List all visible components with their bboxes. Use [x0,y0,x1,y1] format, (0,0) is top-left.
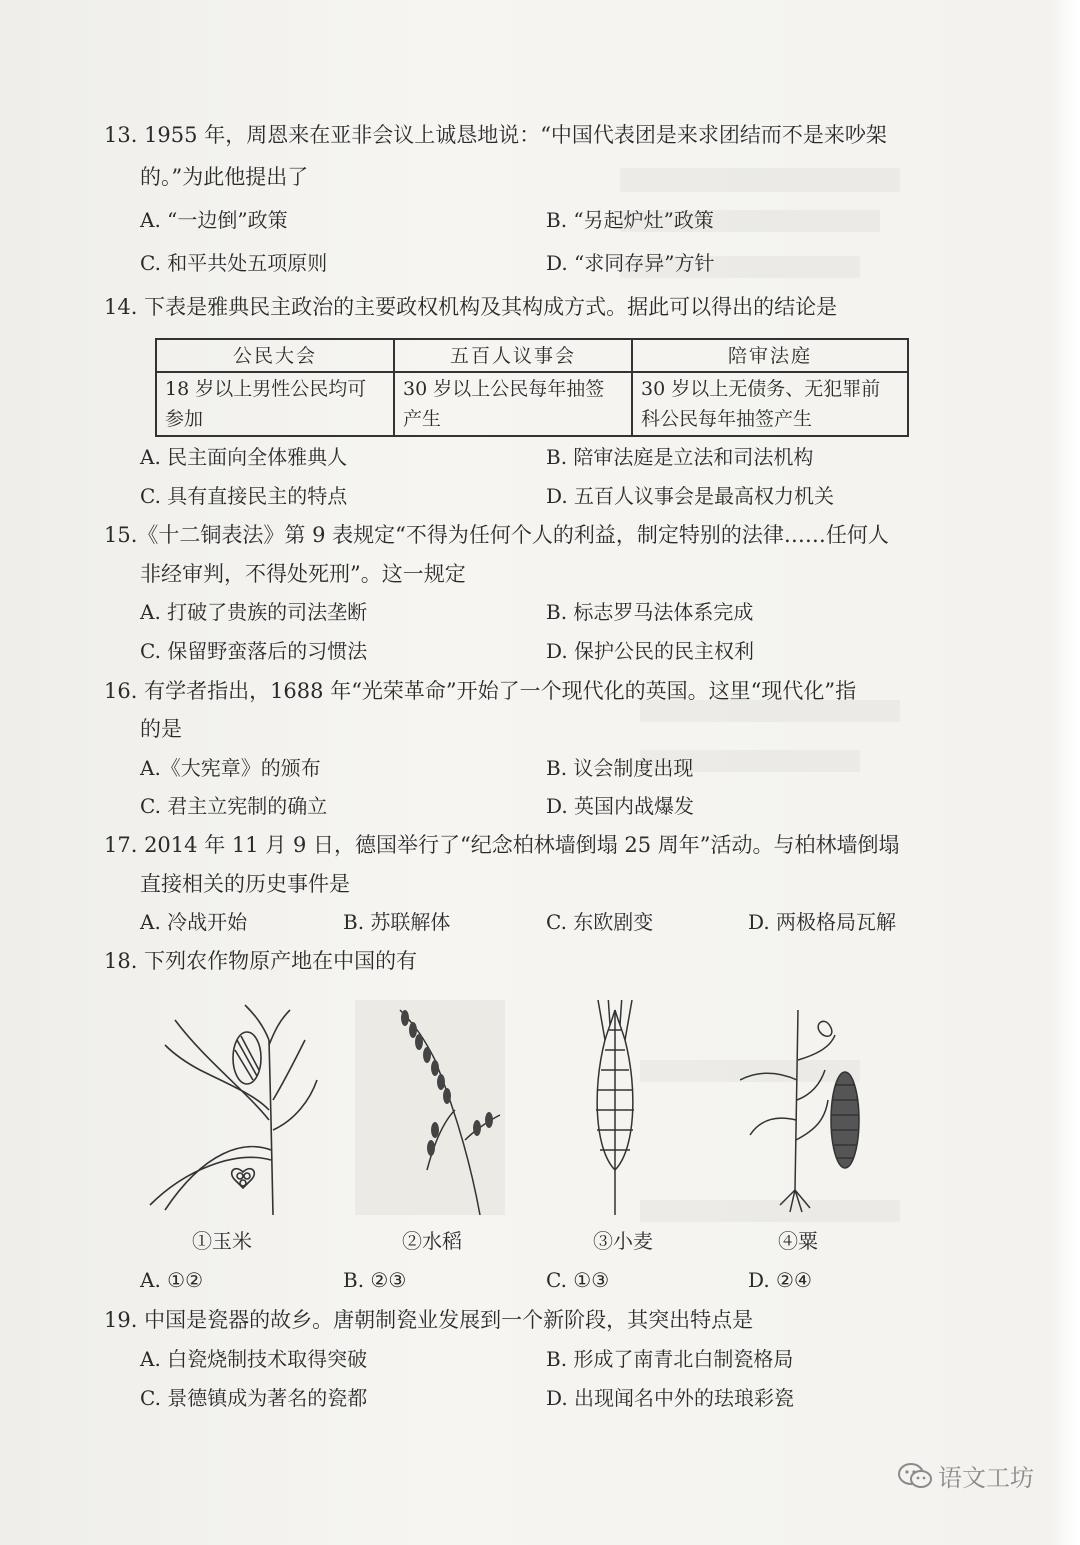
q15-option-a: A. 打破了贵族的司法垄断 [140,600,368,624]
watermark-text: 语文工坊 [938,1464,1034,1492]
caption-millet: ④粟 [778,1229,818,1253]
q13-option-b: B. “另起炉灶”政策 [546,208,714,232]
q18-option-d: D. ②④ [748,1268,812,1292]
q16-option-c: C. 君主立宪制的确立 [140,794,328,818]
q16-option-a: A.《大宪章》的颁布 [140,756,321,780]
caption-rice: ②水稻 [402,1229,462,1253]
q14-stem: 14. 下表是雅典民主政治的主要政权机构及其构成方式。据此可以得出的结论是 [104,295,838,319]
q19-option-d: D. 出现闻名中外的珐琅彩瓷 [546,1386,795,1410]
q13-stem: 13. 1955 年，周恩来在亚非会议上诚恳地说：“中国代表团是来求团结而不是来吵架 [104,123,887,147]
q15-option-c: C. 保留野蛮落后的习惯法 [140,639,368,663]
q13-option-d: D. “求同存异”方针 [546,251,715,275]
q15-stem: 15.《十二铜表法》第 9 表规定“不得为任何个人的利益，制定特别的法律……任何人 [104,523,889,547]
q15-option-d: D. 保护公民的民主权利 [546,639,755,663]
q18-stem: 18. 下列农作物原产地在中国的有 [104,949,418,973]
q13-stem-cont: 的。”为此他提出了 [140,165,309,189]
watermark [898,1458,1034,1496]
q17-stem: 17. 2014 年 11 月 9 日，德国举行了“纪念柏林墙倒塌 25 周年”活动。与柏林墙倒塌 [104,833,900,857]
q13-option-c: C. 和平共处五项原则 [140,251,328,275]
corn-illustration [145,1000,320,1215]
q13-option-a: A. “一边倒”政策 [140,208,288,232]
caption-corn: ①玉米 [192,1229,252,1253]
q14-option-a: A. 民主面向全体雅典人 [140,445,348,469]
q14-option-d: D. 五百人议事会是最高权力机关 [546,484,835,508]
q19-option-b: B. 形成了南青北白制瓷格局 [546,1347,794,1371]
q16-stem: 16. 有学者指出，1688 年“光荣革命”开始了一个现代化的英国。这里“现代化”指 [104,679,857,703]
q14-option-c: C. 具有直接民主的特点 [140,484,348,508]
q14-option-b: B. 陪审法庭是立法和司法机构 [546,445,814,469]
q17-option-d: D. 两极格局瓦解 [748,910,897,934]
millet-illustration [740,1000,875,1215]
table-header: 公民大会 [156,339,394,372]
table-header: 五百人议事会 [394,339,632,372]
table-header: 陪审法庭 [632,339,908,372]
table-cell: 18 岁以上男性公民均可参加 [156,372,394,436]
wechat-icon [898,1462,932,1496]
table-cell: 30 岁以上无债务、无犯罪前科公民每年抽签产生 [632,372,908,436]
athens-institutions-table [155,338,909,437]
q19-option-a: A. 白瓷烧制技术取得突破 [140,1347,368,1371]
q17-option-c: C. 东欧剧变 [546,910,654,934]
q18-option-c: C. ①③ [546,1268,610,1292]
page-edge [1050,0,1080,1545]
q18-option-b: B. ②③ [343,1268,407,1292]
q17-stem-cont: 直接相关的历史事件是 [140,872,350,896]
q19-stem: 19. 中国是瓷器的故乡。唐朝制瓷业发展到一个新阶段，其突出特点是 [104,1308,754,1332]
q17-option-b: B. 苏联解体 [343,910,451,934]
q15-option-b: B. 标志罗马法体系完成 [546,600,754,624]
caption-wheat: ③小麦 [593,1229,653,1253]
rice-illustration [355,1000,505,1215]
q17-option-a: A. 冷战开始 [140,910,248,934]
q15-stem-cont: 非经审判，不得处死刑”。这一规定 [140,562,466,586]
table-cell: 30 岁以上公民每年抽签产生 [394,372,632,436]
q16-stem-cont: 的是 [140,717,182,741]
q16-option-d: D. 英国内战爆发 [546,794,695,818]
q16-option-b: B. 议会制度出现 [546,756,694,780]
wheat-illustration [580,1000,650,1215]
q19-option-c: C. 景德镇成为著名的瓷都 [140,1386,368,1410]
bleed-through [620,168,900,192]
q18-option-a: A. ①② [140,1268,204,1292]
